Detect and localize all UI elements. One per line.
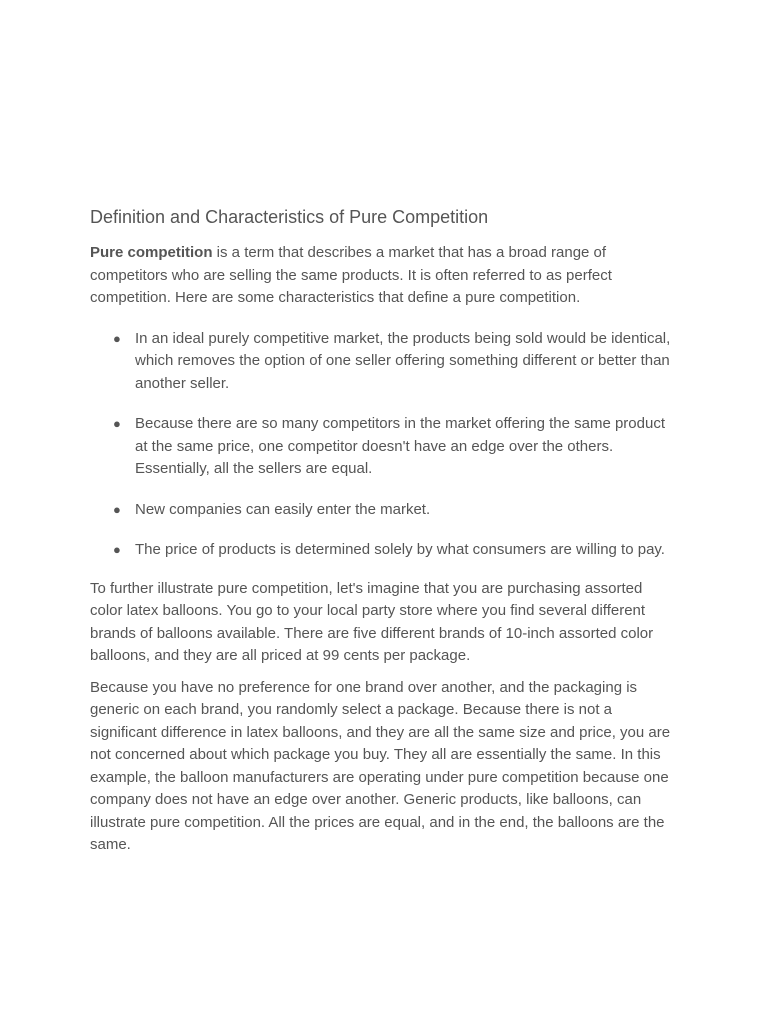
list-item [113, 413, 675, 481]
article-title: Definition and Characteristics of Pure Competition [90, 207, 489, 227]
bullet-icon: ● [113, 330, 121, 346]
list-item [113, 328, 675, 396]
bullet-icon: ● [113, 501, 121, 517]
explanation-paragraph: Because you have no preference for one brand over another, and the packaging is generic on each brand, you randomly select a package. Because there is not a significant difference in latex balloons, and they are all the same size and price, you are not concerned about which package you buy. They all are essentially the same. In this example, the balloon manufacturers are operating under pure competition because one company does not have an edge over another. Generic products, like balloons, can illustrate pure competition. All the prices are equal, and in the end, the balloons are the same. [90, 678, 671, 853]
list-item [113, 539, 675, 562]
article [90, 205, 675, 866]
intro-term: Pure competition [90, 244, 213, 261]
bullet-icon: ● [113, 416, 121, 431]
intro-text: is a term that describes a market that has a broad range of competitors who are selling the same products. It is often referred to as perfect competition. Here are some characteristics that define a pure competition. [90, 244, 612, 306]
list-item-text: In an ideal purely competitive market, the products being sold would be identical, which removes the option of one seller offering something different or better than another seller. [135, 329, 671, 392]
list-item-text: Because there are so many competitors in the market offering the same product at the same price, one competitor doesn't have an edge over the others. Essentially, all the sellers are equal. [135, 415, 665, 477]
characteristics-list [90, 328, 675, 562]
list-item-text: New companies can easily enter the market. [135, 500, 431, 518]
list-item [113, 499, 675, 522]
example-paragraph: To further illustrate pure competition, let's imagine that you are purchasing assorted color latex balloons. You go to your local party store where you find several different brands of balloons available. There are five different brands of 10-inch assorted color balloons, and they are all priced at 99 cents per package. [90, 579, 654, 664]
intro-paragraph [90, 242, 675, 310]
bullet-icon: ● [113, 542, 121, 557]
list-item-text: The price of products is determined solely by what consumers are willing to pay. [135, 541, 665, 558]
